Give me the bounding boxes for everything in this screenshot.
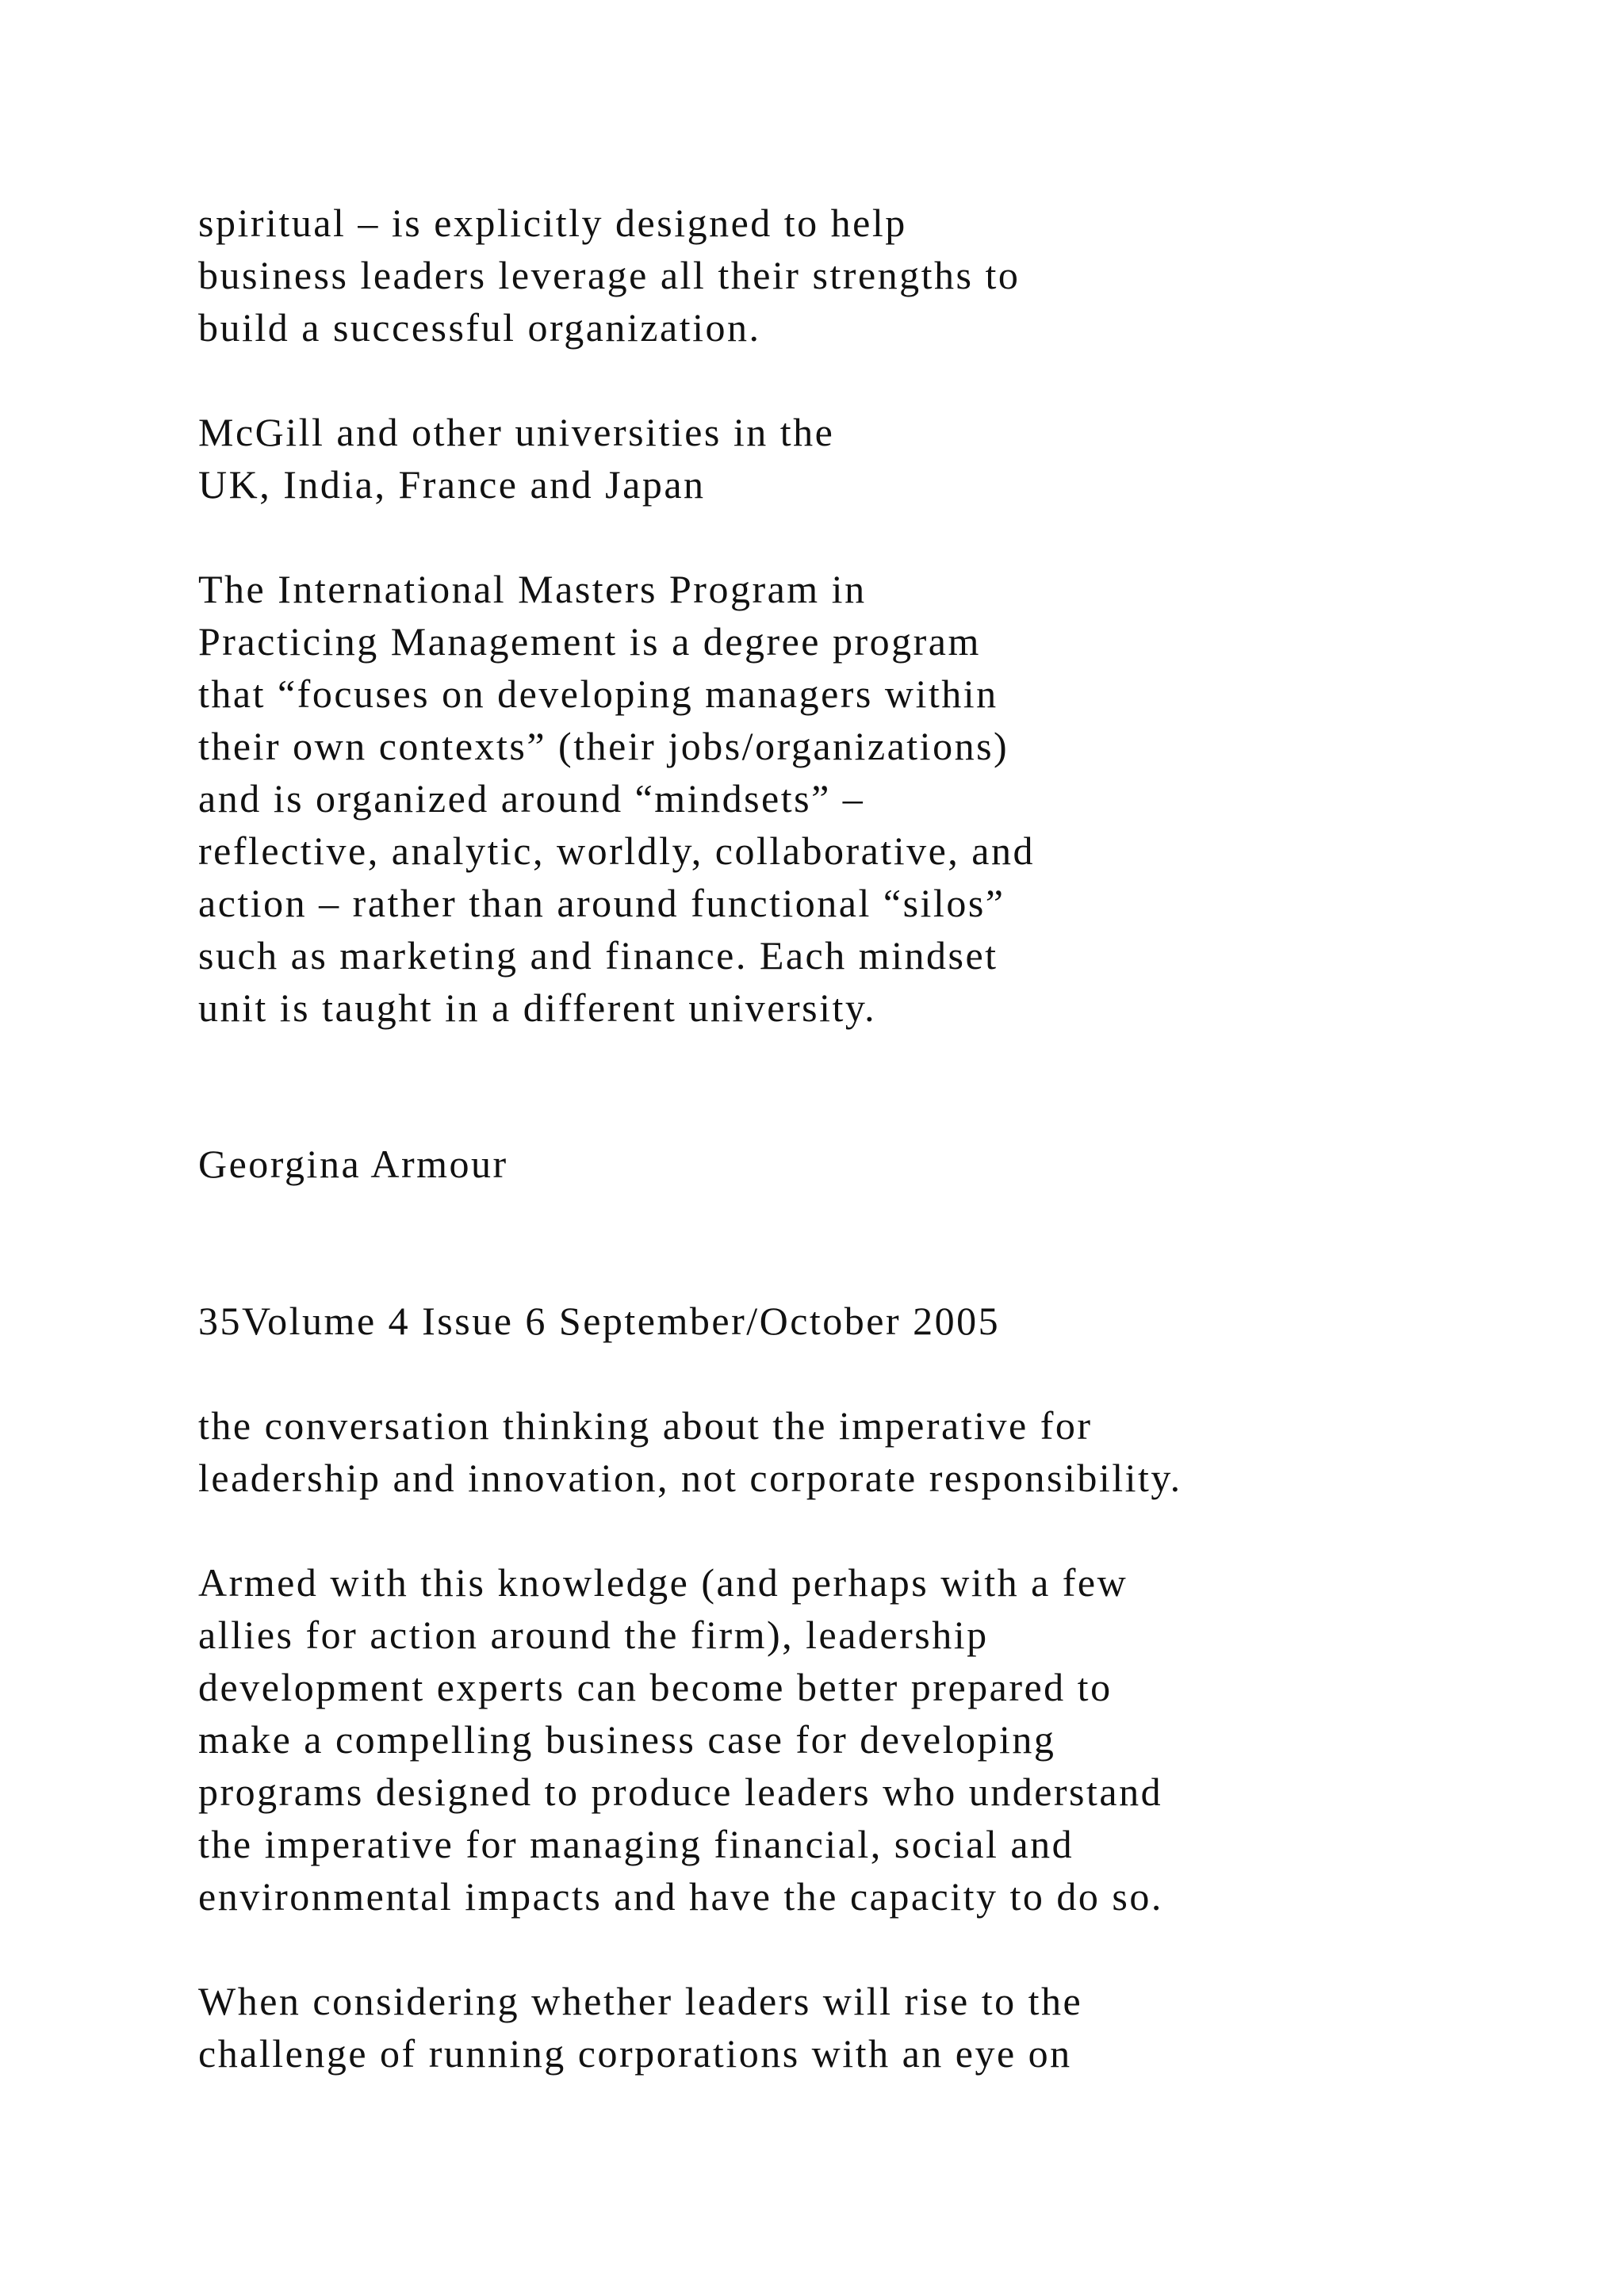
text-line: that “focuses on developing managers within — [198, 672, 998, 716]
text-line: reflective, analytic, worldly, collaborative, and — [198, 828, 1035, 873]
text-line: their own contexts” (their jobs/organizations) — [198, 724, 1009, 768]
text-line: Armed with this knowledge (and perhaps with a few — [198, 1560, 1128, 1605]
text-line: UK, India, France and Japan — [198, 462, 706, 507]
text-line: the conversation thinking about the imperative for — [198, 1403, 1093, 1448]
text-line: leadership and innovation, not corporate responsibility. — [198, 1456, 1182, 1500]
text-line: make a compelling business case for developing — [198, 1717, 1056, 1762]
text-line: such as marketing and finance. Each mindset — [198, 933, 998, 978]
text-line: challenge of running corporations with an eye on — [198, 2031, 1072, 2076]
text-line: action – rather than around functional “silos” — [198, 881, 1005, 925]
page-footer: 35Volume 4 Issue 6 September/October 2005 — [198, 1299, 1001, 1343]
author-name: Georgina Armour — [198, 1142, 508, 1186]
text-line: business leaders leverage all their strengths to — [198, 253, 1021, 297]
text-line: McGill and other universities in the — [198, 410, 835, 454]
text-line: allies for action around the firm), leadership — [198, 1613, 989, 1657]
text-line: spiritual – is explicitly designed to help — [198, 201, 907, 245]
text-line: and is organized around “mindsets” – — [198, 776, 865, 821]
text-line: programs designed to produce leaders who understand — [198, 1770, 1163, 1814]
text-line: When considering whether leaders will rise to the — [198, 1979, 1083, 2023]
text-line: The International Masters Program in — [198, 567, 867, 611]
text-line: unit is taught in a different university. — [198, 985, 877, 1030]
text-line: environmental impacts and have the capacity to do so. — [198, 1874, 1163, 1919]
text-line: the imperative for managing financial, social and — [198, 1822, 1074, 1866]
text-line: development experts can become better prepared to — [198, 1665, 1113, 1709]
text-line: build a successful organization. — [198, 305, 761, 350]
text-line: Practicing Management is a degree program — [198, 619, 981, 664]
